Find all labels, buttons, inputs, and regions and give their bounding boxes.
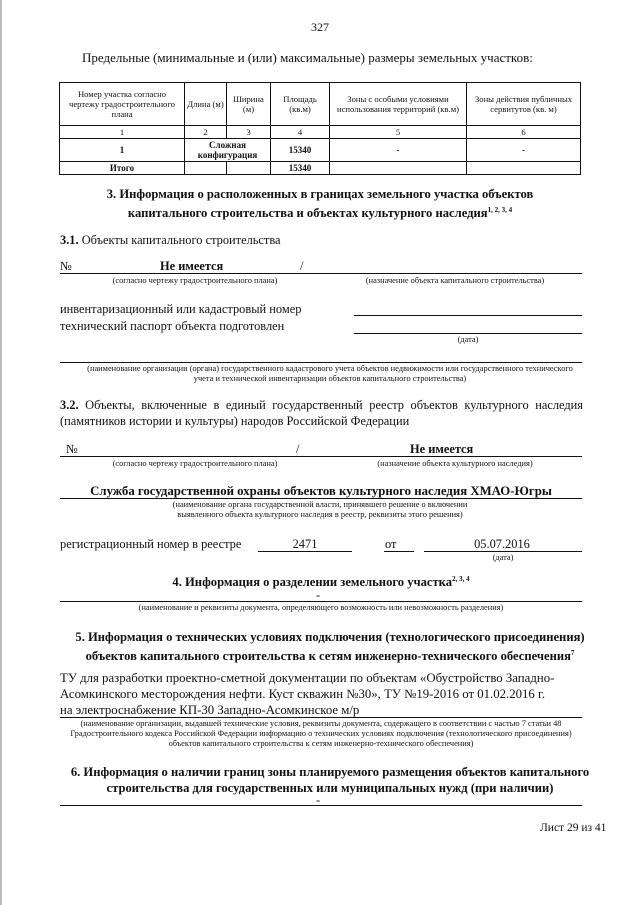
tech-conditions-line-2: Асомкинского месторождения нефти. Куст скважин №30», ТУ №19-2016 от 01.02.2016 г. [60, 687, 546, 701]
section-3-2-caption-right: (назначение объекта культурного наследия) [377, 459, 533, 468]
cadastral-org-caption: (наименование организации (органа) государственного кадастрового учета объектов недвижимости или государственного технического учета и технической инвентаризации объектов капитального строительства) [87, 364, 573, 383]
section-3-2-no-label: № [66, 442, 78, 456]
inventory-number-line [354, 315, 582, 316]
section-5-footnote-ref: 7 [570, 649, 575, 657]
tech-conditions-underline [60, 717, 582, 718]
section-6-line [60, 805, 582, 806]
tech-conditions-line-1: ТУ для разработки проектно-сметной документации по объектам «Обустройство Западно- [60, 671, 555, 685]
tech-passport-line [354, 333, 582, 334]
section-3-2-number: 3.2. [60, 398, 79, 412]
section-3-1-caption-left: (согласно чертежу градостроительного плана) [112, 276, 278, 285]
section-4-caption: (наименование и реквизиты документа, определяющего возможность или невозможность разделения) [138, 603, 504, 612]
section-3-1-no-label: № [60, 259, 72, 273]
section-4-title: 4. Информация о разделении земельного участка [172, 575, 453, 590]
table-total-row [60, 162, 581, 175]
registry-date-line [424, 551, 582, 552]
servitude-zones-cell: - [467, 139, 581, 162]
inventory-number-label: инвентаризационный или кадастровый номер [60, 302, 302, 316]
table-header-cell: Ширина (м) [227, 83, 271, 126]
section-3-title: 3. Информация о расположенных в границах земельного участка объектов капитального строительства и объектах культурного наследия [106, 187, 534, 221]
section-3-footnote-ref: 1, 2, 3, 4 [487, 206, 513, 214]
section-6-heading-line-2: строительства для государственных или муниципальных нужд (при наличии) [106, 781, 554, 795]
column-number-cell: 2 [185, 126, 227, 139]
column-number-cell: 1 [60, 126, 185, 139]
section-4-footnote-ref: 2, 3, 4 [452, 575, 470, 583]
section-3-2-title: Объекты, включенные в единый государственный реестр объектов культурного наследия (памятников истории и культуры) народов Российской Федерации [60, 398, 583, 428]
section-3-1-number: 3.1. [60, 233, 79, 247]
section-3-1-heading [60, 232, 281, 248]
registry-from-label: от [385, 537, 397, 551]
section-4-heading [60, 571, 582, 590]
registry-from-line [384, 551, 414, 552]
section-3-heading [70, 186, 570, 221]
table-header-cell: Зоны с особыми условиями использования территорий (кв.м) [330, 83, 467, 126]
table-row [60, 139, 581, 162]
section-3-1-value: Не имеется [160, 259, 224, 273]
total-label-cell: Итого [60, 162, 185, 175]
tech-conditions-line-3: на электроснабжение КП-30 Западно-Асомкинское м/р [60, 703, 360, 717]
section-3-1-slash: / [300, 259, 304, 273]
section-6-heading-line-1: 6. Информация о наличии границ зоны планируемого размещения объектов капитального [70, 765, 590, 779]
column-number-cell: 5 [330, 126, 467, 139]
section-3-2-value: Не имеется [410, 442, 474, 456]
table-header-cell: Площадь (кв.м) [271, 83, 330, 126]
registry-number-value: 2471 [292, 537, 318, 551]
section-4-line [60, 601, 582, 602]
registry-date-value: 05.07.2016 [474, 537, 530, 551]
table-header-row [60, 83, 581, 126]
section-3-1-title: Объекты капитального строительства [78, 233, 281, 247]
section-3-2-caption-left: (согласно чертежу градостроительного плана) [112, 459, 278, 468]
scan-edge-mark [0, 0, 2, 905]
section-5-title-line-2: объектов капитального строительства к сетям инженерно-технического обеспечения [85, 649, 571, 664]
table-header-cell: Номер участка согласно чертежу градостроительного плана [60, 83, 185, 126]
section-3-1-caption-right: (назначение объекта капитального строительства) [365, 276, 545, 285]
sheet-counter: Лист 29 из 41 [540, 822, 607, 834]
section-4-dash: - [316, 588, 321, 602]
section-3-2-heading [60, 397, 583, 429]
tech-conditions-caption: (наименование организации, выдавшей технические условия, реквизиты документа, содержащего в соответствии с частью 7 статьи 48 Градостроительного кодекса Российской Федерации информацию о технических условиях подключения (технологического присоединения) объектов капитального строительства к сетям инженерно-технического обеспечения) [70, 719, 572, 748]
section-5-heading-line-1: 5. Информация о технических условиях подключения (технологического присоединения) [75, 630, 585, 644]
section-3-1-field-line [60, 273, 582, 274]
empty-cell [330, 162, 467, 175]
section-5-heading-line-2 [60, 645, 600, 664]
tech-passport-label: технический паспорт объекта подготовлен [60, 319, 285, 333]
heritage-authority-line [60, 498, 582, 499]
plot-dimensions-cell: Сложная конфигурация [185, 139, 271, 162]
table-header-cell: Длина (м) [185, 83, 227, 126]
plot-sizes-table [59, 82, 581, 175]
plot-area-cell: 15340 [271, 139, 330, 162]
column-number-cell: 6 [467, 126, 581, 139]
column-number-cell: 3 [227, 126, 271, 139]
section-6-dash: - [316, 793, 321, 807]
registry-number-label: регистрационный номер в реестре [60, 537, 242, 551]
tech-passport-date-caption: (дата) [457, 335, 479, 344]
table-header-cell: Зоны действия публичных сервитутов (кв. м) [467, 83, 581, 126]
column-number-cell: 4 [271, 126, 330, 139]
empty-cell [185, 162, 227, 175]
plot-number-cell: 1 [60, 139, 185, 162]
total-area-cell: 15340 [271, 162, 330, 175]
heritage-authority-name: Служба государственной охраны объектов культурного наследия ХМАО-Югры [90, 484, 552, 498]
empty-cell [467, 162, 581, 175]
limits-intro: Предельные (минимальные и (или) максимальные) размеры земельных участков: [82, 50, 533, 65]
special-zones-cell: - [330, 139, 467, 162]
table-column-number-row [60, 126, 581, 139]
heritage-authority-caption: (наименование органа государственной власти, принявшего решение о включении выявленного объекта культурного наследия в реестр, реквизиты этого решения) [172, 500, 468, 519]
empty-cell [227, 162, 271, 175]
section-3-2-slash: / [296, 442, 300, 456]
section-3-2-field-line [60, 456, 582, 457]
cadastral-org-line [60, 362, 582, 363]
page-number: 327 [311, 20, 329, 34]
registry-number-line [258, 551, 352, 552]
registry-date-caption: (дата) [492, 553, 514, 562]
